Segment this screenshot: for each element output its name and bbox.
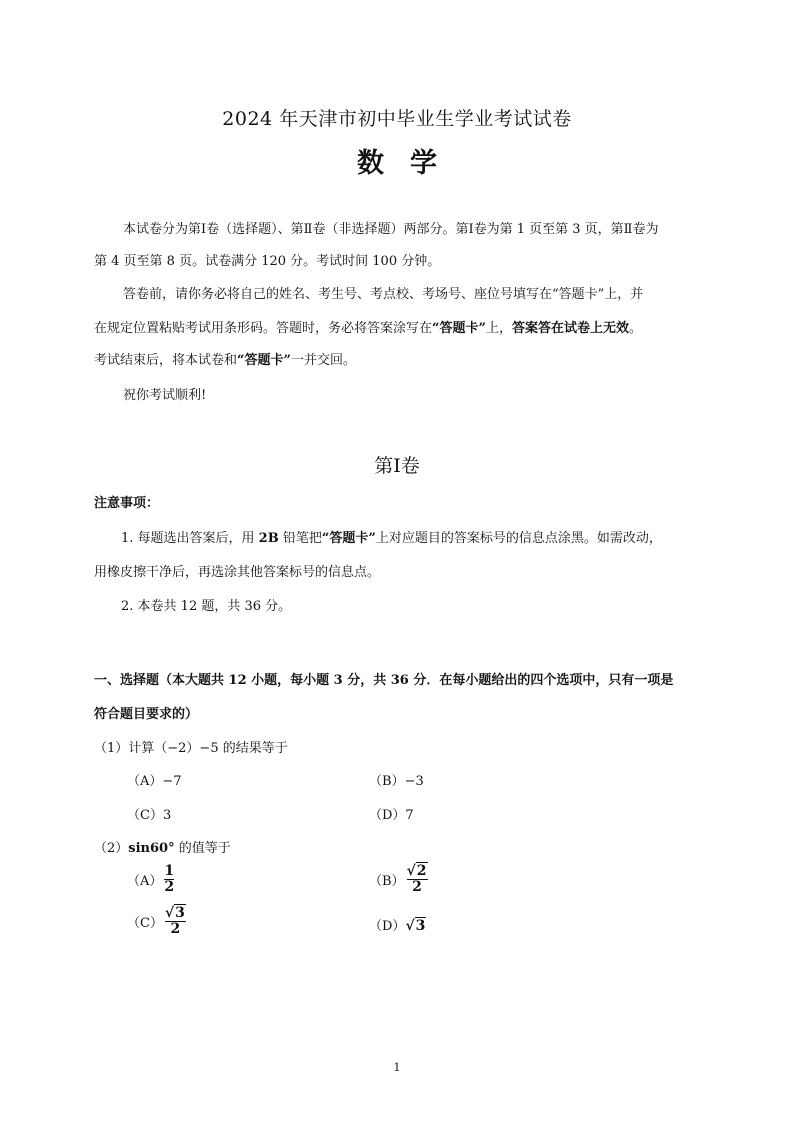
note1-line2: 用橡皮擦干净后，再选涂其他答案标号的信息点。 xyxy=(94,565,381,580)
q2-stem-suffix: 的值等于 xyxy=(174,841,231,856)
q1-option-c: （C）3 xyxy=(127,808,172,823)
q2-a-numerator: 1 xyxy=(164,863,175,879)
page-number: 1 xyxy=(393,1061,401,1074)
q2-c-radicand: 3 xyxy=(175,905,185,921)
note2: 2. 本卷共 12 题，共 36 分。 xyxy=(121,599,292,614)
intro-p2-line3 xyxy=(94,349,356,368)
q2-c-label: （C） xyxy=(127,916,163,931)
q2-stem-math: sin60° xyxy=(128,841,175,856)
note1-line1 xyxy=(121,527,662,546)
q2-c-denominator: 2 xyxy=(170,921,181,937)
q2-c-fraction xyxy=(165,906,186,937)
q1-option-a: （A）−7 xyxy=(127,774,182,789)
q2-b-radicand: 2 xyxy=(416,863,427,879)
part1-heading-line1: 一、选择题（本大题共 12 小题，每小题 3 分，共 36 分．在每小题给出的四个选项中，只有一项是 xyxy=(94,673,674,688)
note1-e: 上对应题目的答案标号的信息点涂黑。如需改动， xyxy=(375,531,662,546)
intro-p2-line2 xyxy=(94,317,642,336)
q1-option-b: （B）−3 xyxy=(369,774,424,789)
q1-stem: （1）计算（−2）−5 的结果等于 xyxy=(94,741,288,756)
intro-p2-line2-a: 在规定位置粘贴考试用条形码。答题时，务必将答案涂写在 xyxy=(94,321,433,336)
q2-d-radicand: 3 xyxy=(415,918,426,934)
intro-p2-line2-e: 。 xyxy=(629,321,643,336)
notes-label: 注意事项： xyxy=(94,496,160,511)
note1-c: 铅笔把 xyxy=(278,531,322,546)
intro-p2-line3-c: 一并交回。 xyxy=(290,353,356,368)
intro-p1-line2: 第 4 页至第 8 页。试卷满分 120 分。考试时间 100 分钟。 xyxy=(94,254,441,269)
q2-option-c xyxy=(127,906,186,937)
answer-card-term-2: “答题卡” xyxy=(237,353,291,368)
q1-option-d: （D）7 xyxy=(369,808,414,823)
q2-option-b xyxy=(369,864,428,895)
q2-option-d xyxy=(369,915,426,934)
invalid-warning: 答案答在试卷上无效 xyxy=(512,321,630,336)
exam-title: 2024 年天津市初中毕业生学业考试试卷 xyxy=(222,108,572,130)
q2-b-fraction xyxy=(407,864,428,895)
answer-card-term: “答题卡” xyxy=(432,321,486,336)
q2-stem-prefix: （2） xyxy=(94,841,129,856)
intro-p2-line3-a: 考试结束后，将本试卷和 xyxy=(94,353,238,368)
subject-title: 数学 xyxy=(357,148,463,179)
intro-p1-line1: 本试卷分为第Ⅰ卷（选择题）、第Ⅱ卷（非选择题）两部分。第Ⅰ卷为第 1 页至第 3 页，第Ⅱ卷为 xyxy=(123,222,659,237)
note1-answer-card: “答题卡” xyxy=(321,531,376,546)
note1-pencil: 2B xyxy=(258,531,279,546)
q2-b-label: （B） xyxy=(369,874,405,889)
section-title: 第Ⅰ卷 xyxy=(374,455,420,477)
intro-p2-line2-c: 上， xyxy=(485,321,512,336)
good-luck-text: 祝你考试顺利! xyxy=(123,388,207,403)
part1-heading-line2: 符合题目要求的） xyxy=(94,707,199,722)
intro-p2-line1: 答卷前，请你务必将自己的姓名、考生号、考点校、考场号、座位号填写在“答题卡”上，并 xyxy=(123,287,644,302)
q2-b-denominator: 2 xyxy=(412,879,422,895)
q2-a-fraction xyxy=(164,864,174,895)
q2-a-label: （A） xyxy=(127,874,163,889)
q2-b-radical: √2 xyxy=(406,863,427,879)
q2-stem xyxy=(94,837,231,856)
q2-option-a xyxy=(127,864,174,895)
q2-d-radical: √3 xyxy=(405,918,426,934)
q2-c-radical: √3 xyxy=(164,905,185,921)
q2-a-denominator: 2 xyxy=(164,879,175,895)
q2-d-label: （D） xyxy=(369,919,406,934)
note1-a: 1. 每题选出答案后，用 xyxy=(121,531,259,546)
